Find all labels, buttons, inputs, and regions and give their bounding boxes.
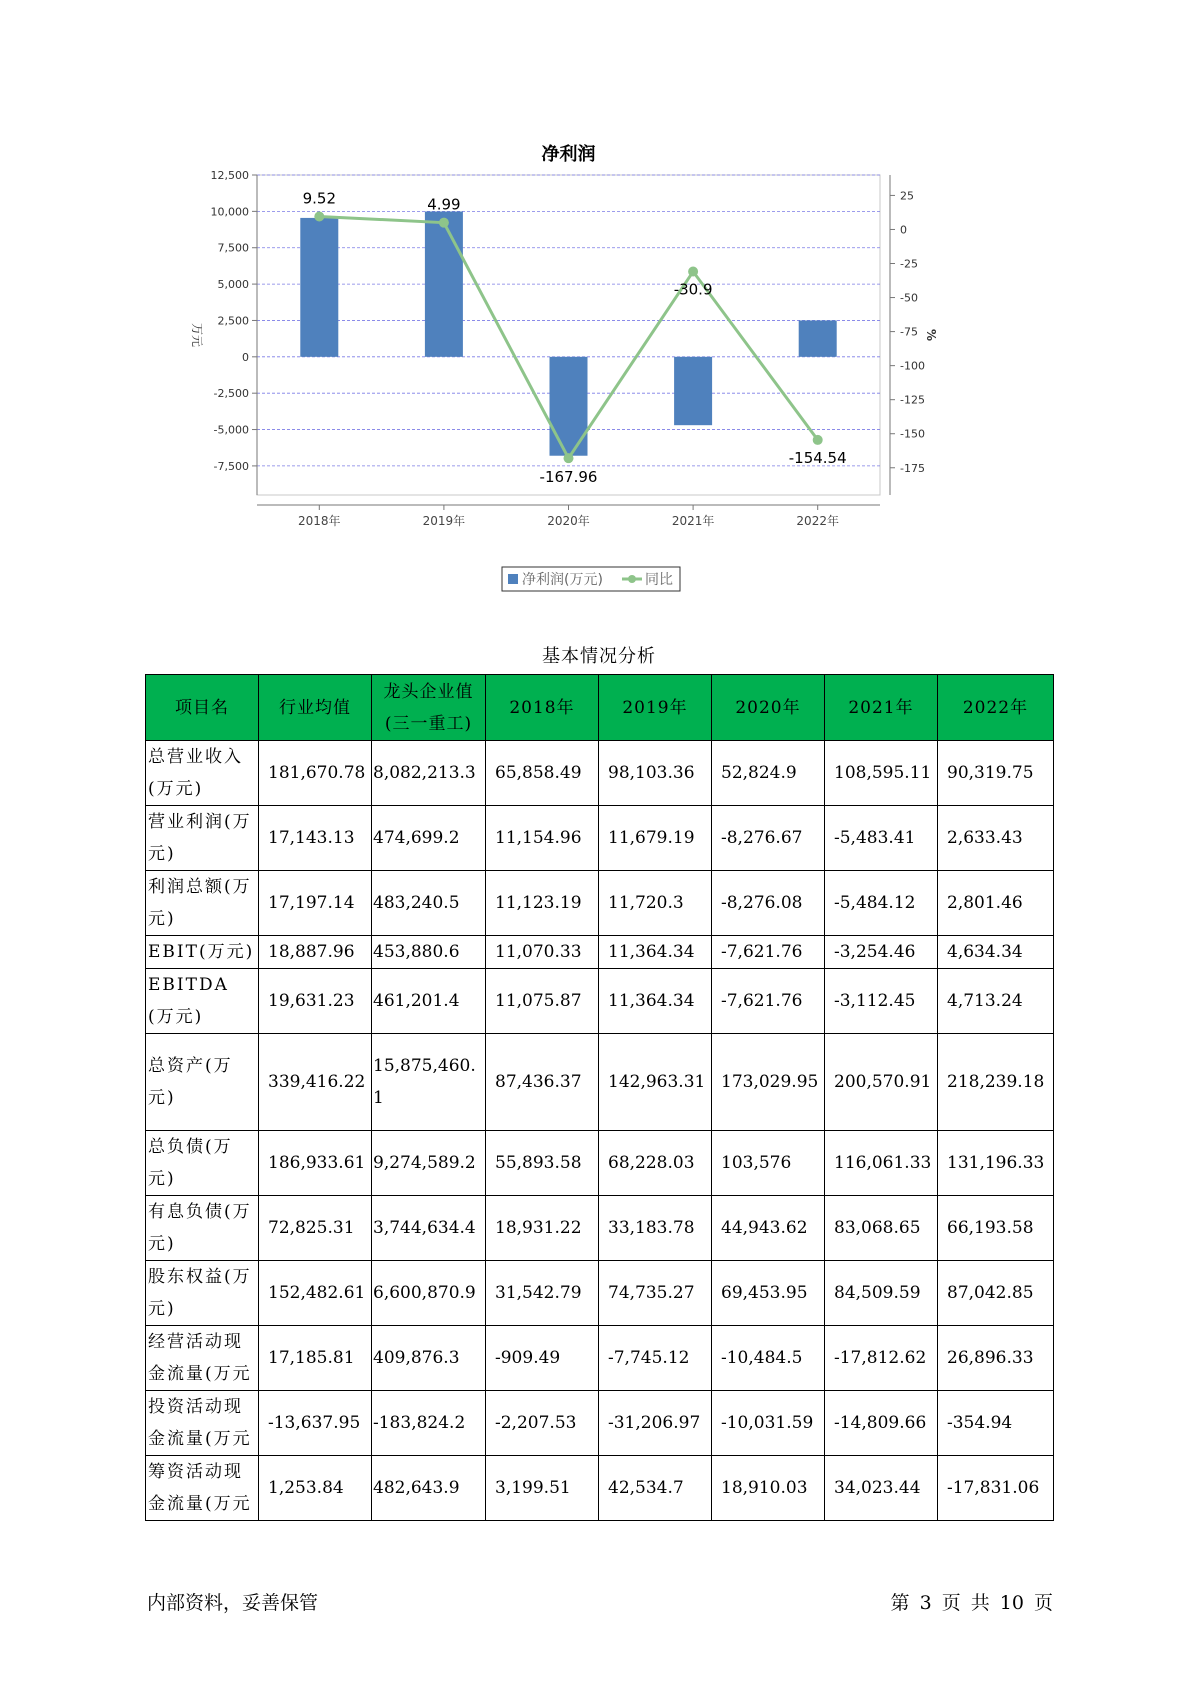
- net-profit-bar: [425, 212, 463, 357]
- left-tick-label: -5,000: [213, 423, 249, 437]
- table-cell: 15,875,460.1: [372, 1034, 486, 1131]
- header-2019: 2019年: [599, 675, 712, 741]
- table-cell: 84,509.59: [825, 1261, 938, 1326]
- table-cell: 200,570.91: [825, 1034, 938, 1131]
- table-cell: 4,634.34: [938, 936, 1054, 969]
- legend-line-marker: [628, 575, 636, 583]
- table-cell: 1,253.84: [259, 1456, 372, 1521]
- x-tick-label: 2019年: [422, 514, 466, 528]
- table-cell: -7,745.12: [599, 1326, 712, 1391]
- table-cell: 482,643.9: [372, 1456, 486, 1521]
- table-cell: 142,963.31: [599, 1034, 712, 1131]
- table-cell: -909.49: [486, 1326, 599, 1391]
- table-cell: 55,893.58: [486, 1131, 599, 1196]
- chart-title: 净利润: [541, 144, 596, 165]
- yoy-point: [439, 218, 449, 228]
- table-cell: 3,744,634.4: [372, 1196, 486, 1261]
- table-row: [146, 1196, 1054, 1261]
- table-cell: -7,621.76: [712, 936, 825, 969]
- table-cell: 11,154.96: [486, 806, 599, 871]
- net-profit-bar: [674, 357, 712, 425]
- table-cell: -2,207.53: [486, 1391, 599, 1456]
- row-item-name: 总资产(万元): [146, 1034, 259, 1131]
- table-cell: 72,825.31: [259, 1196, 372, 1261]
- row-item-name: 经营活动现金流量(万元: [146, 1326, 259, 1391]
- row-item-name: 筹资活动现金流量(万元: [146, 1456, 259, 1521]
- yoy-point: [813, 435, 823, 445]
- table-cell: 87,436.37: [486, 1034, 599, 1131]
- table-cell: 461,201.4: [372, 969, 486, 1034]
- left-tick-label: 7,500: [217, 241, 249, 255]
- yoy-data-label: -167.96: [539, 468, 598, 487]
- table-cell: -10,031.59: [712, 1391, 825, 1456]
- table-cell: 44,943.62: [712, 1196, 825, 1261]
- table-cell: 65,858.49: [486, 741, 599, 806]
- table-cell: 83,068.65: [825, 1196, 938, 1261]
- table-cell: 52,824.9: [712, 741, 825, 806]
- table-cell: -8,276.08: [712, 871, 825, 936]
- table-cell: -13,637.95: [259, 1391, 372, 1456]
- yoy-data-label: 9.52: [302, 189, 337, 208]
- table-cell: 11,364.34: [599, 969, 712, 1034]
- row-item-name: 利润总额(万元): [146, 871, 259, 936]
- table-cell: 339,416.22: [259, 1034, 372, 1131]
- table-cell: 8,082,213.3: [372, 741, 486, 806]
- table-cell: 17,185.81: [259, 1326, 372, 1391]
- table-cell: -3,112.45: [825, 969, 938, 1034]
- table-cell: 74,735.27: [599, 1261, 712, 1326]
- left-tick-label: 5,000: [217, 278, 249, 292]
- table-row: [146, 1131, 1054, 1196]
- table-cell: 11,070.33: [486, 936, 599, 969]
- footer-confidential: 内部资料，妥善保管: [147, 1592, 319, 1614]
- header-industry-avg: 行业均值: [259, 675, 372, 741]
- right-tick-label: 25: [900, 189, 914, 203]
- table-row: [146, 1391, 1054, 1456]
- table-cell: 90,319.75: [938, 741, 1054, 806]
- table-cell: -31,206.97: [599, 1391, 712, 1456]
- y-axis-label: 万元: [190, 322, 204, 348]
- table-cell: 17,197.14: [259, 871, 372, 936]
- table-cell: 18,931.22: [486, 1196, 599, 1261]
- table-cell: -17,831.06: [938, 1456, 1054, 1521]
- table-cell: 68,228.03: [599, 1131, 712, 1196]
- left-tick-label: 0: [242, 350, 249, 364]
- net-profit-bar: [799, 320, 837, 356]
- header-item: 项目名: [146, 675, 259, 741]
- table-cell: 186,933.61: [259, 1131, 372, 1196]
- table-row: [146, 969, 1054, 1034]
- table-cell: 11,720.3: [599, 871, 712, 936]
- table-cell: 2,633.43: [938, 806, 1054, 871]
- table-row: [146, 1034, 1054, 1131]
- table-cell: 26,896.33: [938, 1326, 1054, 1391]
- table-cell: 69,453.95: [712, 1261, 825, 1326]
- table-title: 基本情况分析: [542, 646, 656, 667]
- table-cell: 42,534.7: [599, 1456, 712, 1521]
- table-cell: -3,254.46: [825, 936, 938, 969]
- yoy-data-label: 4.99: [427, 195, 461, 214]
- yoy-point: [314, 212, 324, 222]
- right-tick-label: -100: [900, 359, 925, 373]
- table-cell: 87,042.85: [938, 1261, 1054, 1326]
- table-row: [146, 741, 1054, 806]
- header-2018: 2018年: [486, 675, 599, 741]
- right-tick-label: 0: [900, 223, 907, 237]
- right-tick-label: -25: [900, 257, 918, 271]
- table-cell: 2,801.46: [938, 871, 1054, 936]
- right-tick-label: -125: [900, 393, 925, 407]
- table-cell: 103,576: [712, 1131, 825, 1196]
- row-item-name: 总营业收入(万元): [146, 741, 259, 806]
- yoy-data-label: -154.54: [788, 448, 847, 467]
- table-cell: 4,713.24: [938, 969, 1054, 1034]
- table-cell: 11,679.19: [599, 806, 712, 871]
- row-item-name: 投资活动现金流量(万元: [146, 1391, 259, 1456]
- net-profit-bar: [300, 218, 338, 357]
- yoy-point: [688, 267, 698, 277]
- table-row: [146, 1261, 1054, 1326]
- right-tick-label: -150: [900, 427, 925, 441]
- table-row: [146, 1456, 1054, 1521]
- table-row: [146, 936, 1054, 969]
- yoy-data-label: -30.9: [673, 280, 713, 299]
- x-tick-label: 2020年: [547, 514, 590, 528]
- table-cell: -183,824.2: [372, 1391, 486, 1456]
- table-cell: 453,880.6: [372, 936, 486, 969]
- table-cell: 33,183.78: [599, 1196, 712, 1261]
- table-row: [146, 806, 1054, 871]
- right-tick-label: -175: [900, 461, 925, 475]
- table-cell: 18,910.03: [712, 1456, 825, 1521]
- table-cell: 409,876.3: [372, 1326, 486, 1391]
- right-tick-label: -50: [900, 291, 918, 305]
- row-item-name: EBITDA(万元): [146, 969, 259, 1034]
- table-cell: -7,621.76: [712, 969, 825, 1034]
- legend-line-label: 同比: [645, 572, 673, 588]
- table-cell: 11,123.19: [486, 871, 599, 936]
- table-cell: 108,595.11: [825, 741, 938, 806]
- table-cell: -354.94: [938, 1391, 1054, 1456]
- table-cell: -10,484.5: [712, 1326, 825, 1391]
- table-cell: 9,274,589.2: [372, 1131, 486, 1196]
- table-row: [146, 1326, 1054, 1391]
- table-cell: 116,061.33: [825, 1131, 938, 1196]
- table-cell: 18,887.96: [259, 936, 372, 969]
- row-item-name: 股东权益(万元): [146, 1261, 259, 1326]
- x-tick-label: 2022年: [796, 514, 839, 528]
- table-cell: -8,276.67: [712, 806, 825, 871]
- net-profit-chart: [175, 130, 955, 595]
- row-item-name: 营业利润(万元): [146, 806, 259, 871]
- row-item-name: EBIT(万元): [146, 936, 259, 969]
- table-cell: -14,809.66: [825, 1391, 938, 1456]
- table-cell: 218,239.18: [938, 1034, 1054, 1131]
- left-tick-label: -7,500: [213, 459, 249, 473]
- table-header-row: [146, 675, 1054, 741]
- table-cell: -5,483.41: [825, 806, 938, 871]
- table-cell: 11,075.87: [486, 969, 599, 1034]
- legend-bar-swatch: [508, 574, 518, 584]
- table-cell: 98,103.36: [599, 741, 712, 806]
- footer-page-number: 第 3 页 共 10 页: [890, 1592, 1053, 1614]
- row-item-name: 有息负债(万元): [146, 1196, 259, 1261]
- left-tick-label: 12,500: [210, 169, 249, 182]
- table-cell: -5,484.12: [825, 871, 938, 936]
- table-cell: 19,631.23: [259, 969, 372, 1034]
- legend-bar-label: 净利润(万元): [522, 572, 603, 588]
- table-cell: 3,199.51: [486, 1456, 599, 1521]
- left-tick-label: -2,500: [213, 387, 249, 401]
- table-cell: 17,143.13: [259, 806, 372, 871]
- table-cell: 181,670.78: [259, 741, 372, 806]
- table-cell: 66,193.58: [938, 1196, 1054, 1261]
- header-2022: 2022年: [938, 675, 1054, 741]
- table-cell: 152,482.61: [259, 1261, 372, 1326]
- table-cell: 474,699.2: [372, 806, 486, 871]
- table-row: [146, 871, 1054, 936]
- y2-axis-label: %: [924, 328, 938, 342]
- table-cell: 31,542.79: [486, 1261, 599, 1326]
- x-tick-label: 2018年: [298, 514, 341, 528]
- table-cell: 34,023.44: [825, 1456, 938, 1521]
- header-2021: 2021年: [825, 675, 938, 741]
- basic-analysis-table: [145, 674, 1054, 1521]
- left-tick-label: 2,500: [217, 314, 249, 328]
- table-cell: 6,600,870.9: [372, 1261, 486, 1326]
- x-tick-label: 2021年: [671, 514, 715, 528]
- table-cell: 11,364.34: [599, 936, 712, 969]
- yoy-point: [564, 453, 574, 463]
- table-cell: 131,196.33: [938, 1131, 1054, 1196]
- header-leader-value: 龙头企业值(三一重工): [372, 675, 486, 741]
- header-2020: 2020年: [712, 675, 825, 741]
- right-tick-label: -75: [900, 325, 918, 339]
- table-cell: -17,812.62: [825, 1326, 938, 1391]
- left-tick-label: 10,000: [210, 205, 249, 219]
- row-item-name: 总负债(万元): [146, 1131, 259, 1196]
- table-cell: 173,029.95: [712, 1034, 825, 1131]
- table-cell: 483,240.5: [372, 871, 486, 936]
